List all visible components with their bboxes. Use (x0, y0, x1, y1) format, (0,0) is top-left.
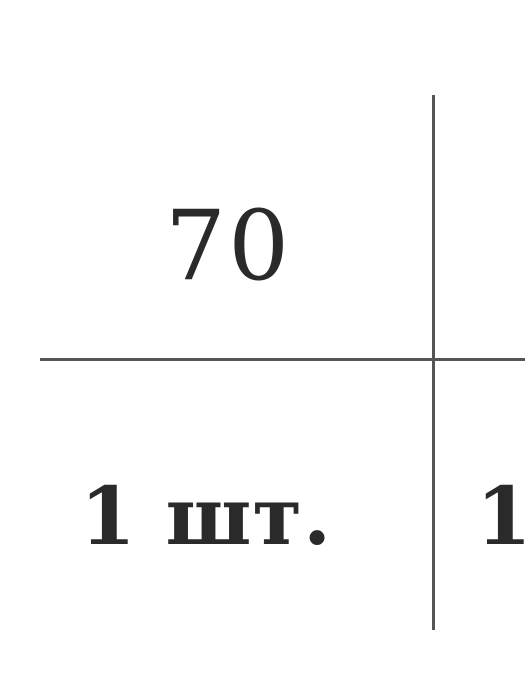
row-divider (40, 358, 525, 361)
next-column-cell-partial: 1 (476, 469, 532, 563)
column-divider (432, 95, 435, 630)
price-cell: 70 (165, 190, 292, 302)
quantity-cell: 1 шт. (80, 469, 332, 563)
